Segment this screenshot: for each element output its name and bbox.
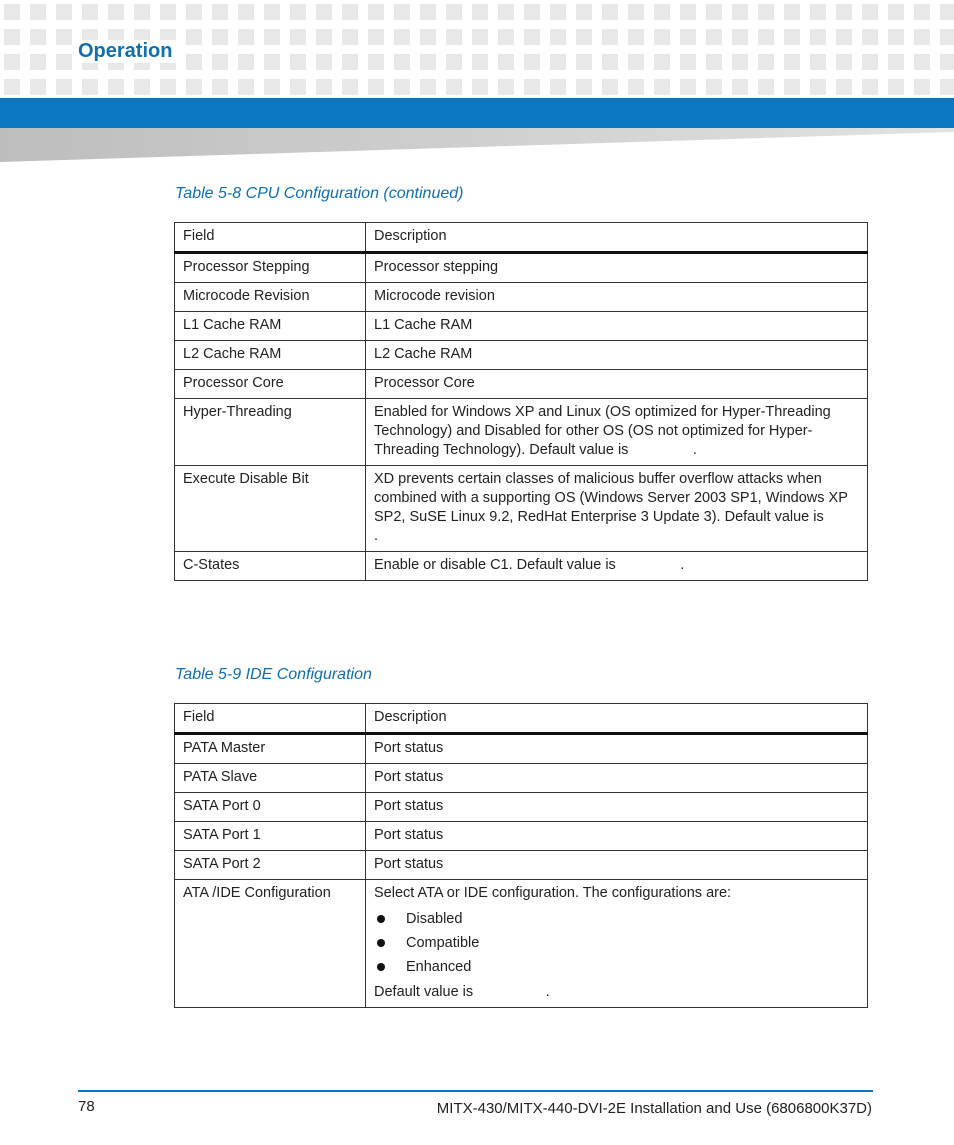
row-description: Port status: [366, 822, 868, 851]
header-dot: [212, 29, 228, 45]
row-field: Execute Disable Bit: [175, 466, 366, 552]
header-dot: [628, 79, 644, 95]
option-label: Compatible: [406, 935, 480, 951]
header-dot: [56, 79, 72, 95]
column-header-description: Description: [366, 223, 868, 253]
table-caption-cpu: Table 5-8 CPU Configuration (continued): [175, 185, 464, 202]
header-dot: [30, 29, 46, 45]
header-dot: [836, 54, 852, 70]
header-dot: [342, 4, 358, 20]
row-description: [366, 880, 868, 1008]
header-dot: [758, 79, 774, 95]
header-dot: [394, 54, 410, 70]
header-dot: [290, 54, 306, 70]
header-dot: [420, 54, 436, 70]
header-dot: [368, 29, 384, 45]
header-dot: [4, 4, 20, 20]
header-dot: [810, 79, 826, 95]
header-dot: [264, 79, 280, 95]
row-field: Microcode Revision: [175, 283, 366, 312]
ide-configuration-table: [174, 703, 868, 1008]
table-header-row: [175, 223, 868, 253]
table-row: [175, 822, 868, 851]
header-dot: [654, 29, 670, 45]
table-row: [175, 341, 868, 370]
table-row: [175, 312, 868, 341]
header-dot: [888, 29, 904, 45]
document-title: MITX-430/MITX-440-DVI-2E Installation and Use (6806800K37D): [436, 1100, 872, 1117]
header-dot: [394, 4, 410, 20]
ata-intro-text: Select ATA or IDE configuration. The configurations are:: [374, 885, 732, 901]
header-dot: [732, 29, 748, 45]
row-description: Processor stepping: [366, 253, 868, 283]
column-header-field: Field: [175, 704, 366, 734]
row-description: L1 Cache RAM: [366, 312, 868, 341]
header-dot: [940, 4, 954, 20]
header-dot: [186, 54, 202, 70]
header-dot: [680, 79, 696, 95]
header-dot: [576, 29, 592, 45]
row-description: L2 Cache RAM: [366, 341, 868, 370]
table-row: [175, 253, 868, 283]
header-dot: [602, 79, 618, 95]
header-dot: [316, 54, 332, 70]
row-field: Processor Core: [175, 370, 366, 399]
header-dot: [758, 29, 774, 45]
header-dot: [680, 54, 696, 70]
header-dot: [264, 29, 280, 45]
header-dot: [550, 54, 566, 70]
header-dot: [30, 4, 46, 20]
table-caption-ide: Table 5-9 IDE Configuration: [175, 666, 372, 683]
page-number: 78: [78, 1098, 95, 1115]
header-dot: [914, 54, 930, 70]
header-dot: [238, 79, 254, 95]
header-dot: [30, 79, 46, 95]
header-dot: [186, 29, 202, 45]
row-description: XD prevents certain classes of malicious buffer overflow attacks when combined with a supporting OS (Windows Server 2003 SP1, Windows XP SP2, SuSE Linux 9.2, RedHat Enterprise 3 Update 3). Default value is .: [366, 466, 868, 552]
header-dot: [394, 29, 410, 45]
row-field: SATA Port 2: [175, 851, 366, 880]
header-dot: [862, 54, 878, 70]
header-dot: [160, 4, 176, 20]
header-dot: [420, 29, 436, 45]
header-dot: [108, 4, 124, 20]
header-dot: [732, 54, 748, 70]
header-dot: [316, 29, 332, 45]
header-dot: [810, 54, 826, 70]
bullet-icon: [377, 939, 385, 947]
header-dot: [290, 4, 306, 20]
bullet-icon: [377, 963, 385, 971]
header-dot: [628, 4, 644, 20]
header-dot: [498, 79, 514, 95]
row-field: ATA /IDE Configuration: [175, 880, 366, 1008]
header-dot: [576, 4, 592, 20]
header-dot: [290, 79, 306, 95]
header-dot: [472, 29, 488, 45]
row-description: Microcode revision: [366, 283, 868, 312]
header-dot: [498, 4, 514, 20]
header-dot: [264, 54, 280, 70]
row-field: L1 Cache RAM: [175, 312, 366, 341]
table-row: [175, 793, 868, 822]
header-dot: [56, 54, 72, 70]
table-row: [175, 466, 868, 552]
header-dot: [238, 4, 254, 20]
header-dot: [342, 29, 358, 45]
header-dot: [862, 29, 878, 45]
footer-rule: [78, 1090, 873, 1092]
row-field: Processor Stepping: [175, 253, 366, 283]
header-dot: [862, 79, 878, 95]
header-dot: [420, 79, 436, 95]
header-dot: [940, 29, 954, 45]
header-dot: [108, 79, 124, 95]
header-dot: [706, 54, 722, 70]
list-item: [374, 955, 859, 979]
header-dot: [862, 4, 878, 20]
list-item: [374, 931, 859, 955]
table-header-row: [175, 704, 868, 734]
header-dot: [186, 4, 202, 20]
option-label: Enhanced: [406, 959, 472, 975]
header-dot: [680, 29, 696, 45]
header-dot: [446, 79, 462, 95]
row-field: PATA Master: [175, 734, 366, 764]
row-field: Hyper-Threading: [175, 399, 366, 466]
table-row: [175, 734, 868, 764]
header-dot: [238, 54, 254, 70]
section-title: Operation: [78, 40, 176, 63]
header-dot: [654, 79, 670, 95]
table-row: [175, 880, 868, 1008]
header-dot: [550, 29, 566, 45]
header-dot: [446, 4, 462, 20]
table-row: [175, 399, 868, 466]
header-dot: [784, 4, 800, 20]
header-dot: [810, 29, 826, 45]
column-header-field: Field: [175, 223, 366, 253]
header-dot: [628, 54, 644, 70]
default-value-text: Default value is .: [374, 984, 550, 1000]
header-dot: [524, 4, 540, 20]
row-field: SATA Port 1: [175, 822, 366, 851]
header-dot: [446, 29, 462, 45]
header-dot: [4, 79, 20, 95]
header-dot: [784, 29, 800, 45]
header-dot: [472, 4, 488, 20]
table-row: [175, 851, 868, 880]
header-dot: [498, 29, 514, 45]
header-dot: [316, 4, 332, 20]
header-dot: [498, 54, 514, 70]
header-dot: [316, 79, 332, 95]
list-item: [374, 907, 859, 931]
header-dot: [888, 54, 904, 70]
header-dot: [82, 79, 98, 95]
header-dot: [134, 79, 150, 95]
header-gray-wedge: [0, 128, 954, 164]
header-dot: [576, 79, 592, 95]
header-dot: [368, 54, 384, 70]
row-description: Processor Core: [366, 370, 868, 399]
header-dot: [368, 4, 384, 20]
header-dot: [290, 29, 306, 45]
header-dot: [160, 79, 176, 95]
header-dot: [212, 54, 228, 70]
row-field: C-States: [175, 552, 366, 581]
header-dot: [4, 54, 20, 70]
option-label: Disabled: [406, 911, 463, 927]
header-dot: [914, 4, 930, 20]
row-description: Enable or disable C1. Default value is .: [366, 552, 868, 581]
header-dot: [940, 79, 954, 95]
row-description: Enabled for Windows XP and Linux (OS optimized for Hyper-Threading Technology) and Disabled for other OS (OS not optimized for Hyper-Threading Technology). Default value is .: [366, 399, 868, 466]
header-dot: [706, 29, 722, 45]
header-dot: [602, 29, 618, 45]
row-field: SATA Port 0: [175, 793, 366, 822]
header-dot: [472, 79, 488, 95]
table-row: [175, 283, 868, 312]
header-dot: [30, 54, 46, 70]
table-row: [175, 370, 868, 399]
header-dot: [602, 4, 618, 20]
header-dot: [550, 4, 566, 20]
header-dot: [524, 79, 540, 95]
header-dot: [186, 79, 202, 95]
row-description: Port status: [366, 764, 868, 793]
header-dot: [342, 79, 358, 95]
header-dot: [82, 4, 98, 20]
row-description: Port status: [366, 793, 868, 822]
header-dot: [654, 4, 670, 20]
header-dot: [914, 79, 930, 95]
header-dot: [4, 29, 20, 45]
header-dot: [758, 54, 774, 70]
header-dot: [446, 54, 462, 70]
table-row: [175, 552, 868, 581]
header-dot: [524, 54, 540, 70]
configuration-options-list: [374, 907, 859, 979]
header-dot: [602, 54, 618, 70]
header-dot: [888, 4, 904, 20]
header-dot: [342, 54, 358, 70]
header-dot: [836, 4, 852, 20]
header-dot: [732, 4, 748, 20]
header-dot: [732, 79, 748, 95]
header-dot: [212, 4, 228, 20]
header-dot: [706, 4, 722, 20]
header-dot: [888, 79, 904, 95]
header-dot: [758, 4, 774, 20]
row-field: L2 Cache RAM: [175, 341, 366, 370]
header-dot: [680, 4, 696, 20]
header-dot: [472, 54, 488, 70]
header-dot: [524, 29, 540, 45]
header-dot: [940, 54, 954, 70]
header-dot: [238, 29, 254, 45]
header-dot: [654, 54, 670, 70]
row-description: Port status: [366, 734, 868, 764]
cpu-configuration-table: [174, 222, 893, 581]
header-dot: [264, 4, 280, 20]
table-row: [175, 764, 868, 793]
header-dot: [784, 54, 800, 70]
header-dot: [576, 54, 592, 70]
header-blue-bar: [0, 98, 954, 128]
header-dot: [134, 4, 150, 20]
bullet-icon: [377, 915, 385, 923]
header-dot: [394, 79, 410, 95]
row-description: Port status: [366, 851, 868, 880]
header-dot: [836, 79, 852, 95]
header-dot: [836, 29, 852, 45]
header-dot: [420, 4, 436, 20]
header-dot: [914, 29, 930, 45]
header-dot: [628, 29, 644, 45]
header-dot: [212, 79, 228, 95]
column-header-description: Description: [366, 704, 868, 734]
header-dot: [56, 29, 72, 45]
row-field: PATA Slave: [175, 764, 366, 793]
header-dot: [550, 79, 566, 95]
header-dot: [368, 79, 384, 95]
header-dot: [706, 79, 722, 95]
header-dot: [56, 4, 72, 20]
header-dot: [784, 79, 800, 95]
header-dot: [810, 4, 826, 20]
